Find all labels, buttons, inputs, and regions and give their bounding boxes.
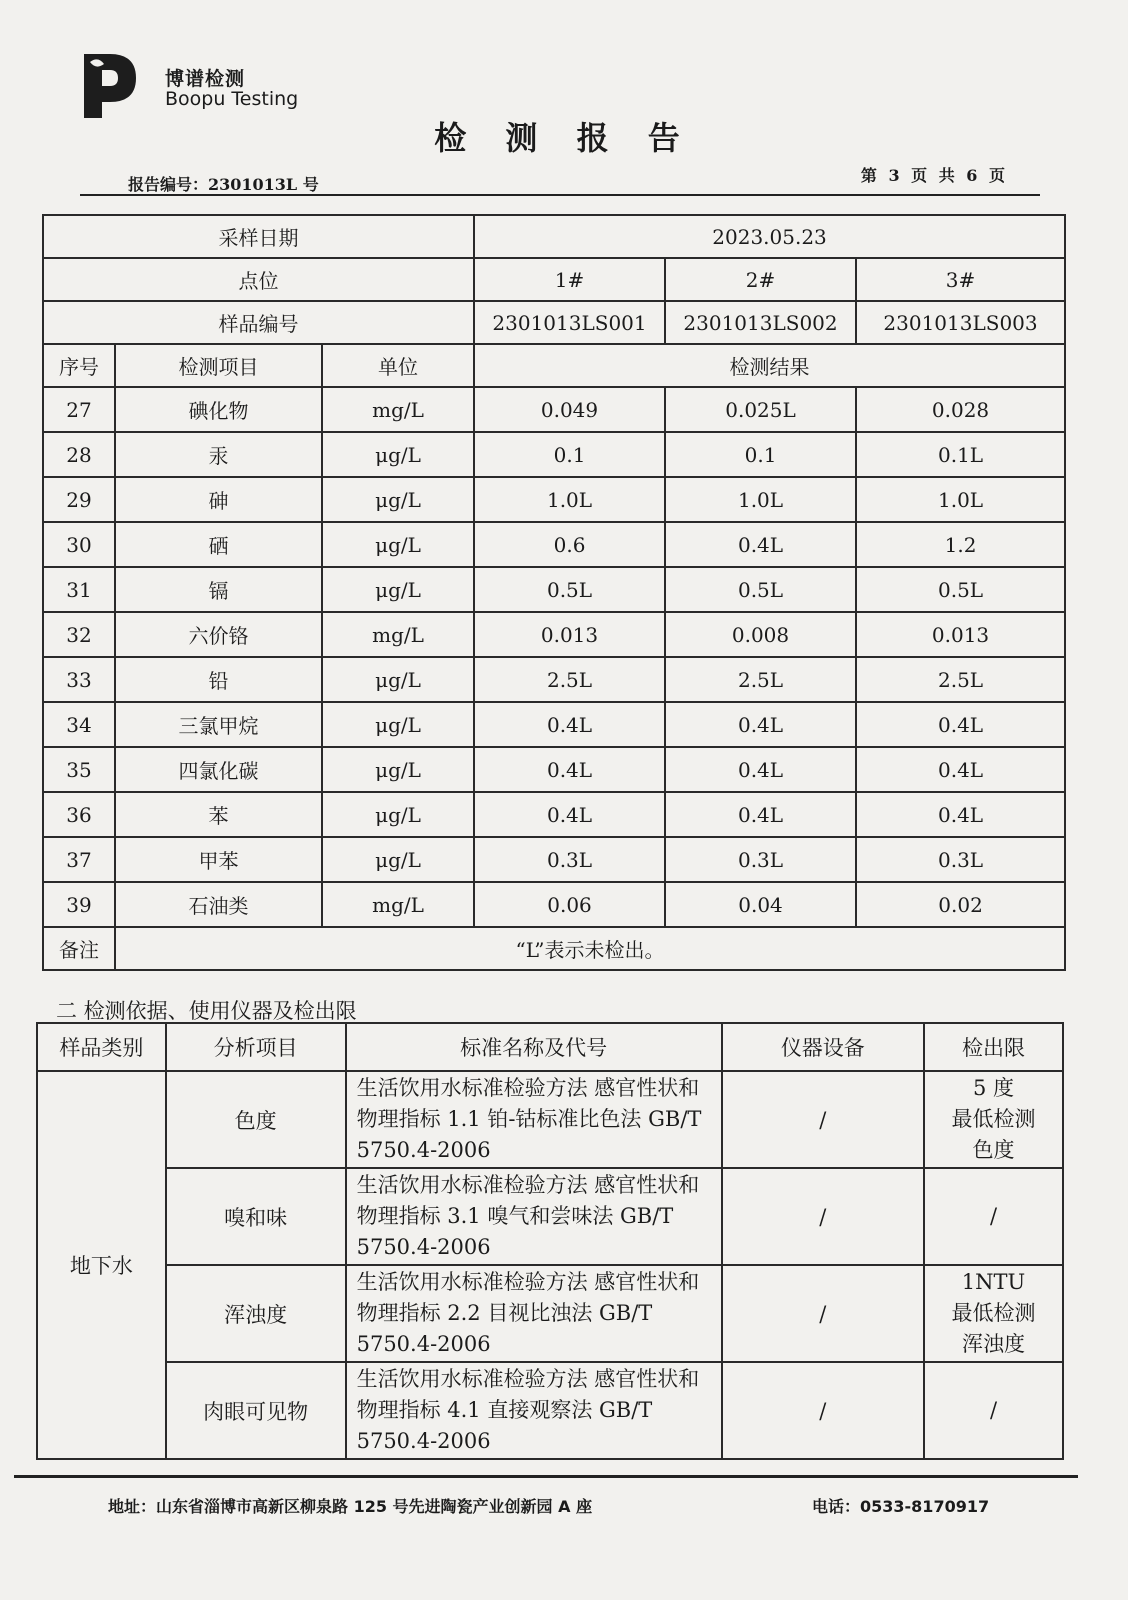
basis-instrument-cell: / [722, 1265, 924, 1362]
basis-header-standard: 标准名称及代号 [346, 1023, 722, 1071]
col-header-unit: 单位 [322, 344, 474, 387]
cell-item: 三氯甲烷 [115, 702, 322, 747]
cell-unit: μg/L [322, 747, 474, 792]
cell-unit: μg/L [322, 477, 474, 522]
cell-no: 32 [43, 612, 115, 657]
cell-no: 34 [43, 702, 115, 747]
footer-divider [14, 1475, 1078, 1478]
boopu-logo-icon [80, 48, 138, 120]
cell-item: 铅 [115, 657, 322, 702]
cell-no: 30 [43, 522, 115, 567]
cell-unit: μg/L [322, 792, 474, 837]
cell-result-1: 0.4L [474, 702, 665, 747]
basis-limit-cell: / [924, 1362, 1063, 1459]
basis-header-limit: 检出限 [924, 1023, 1063, 1071]
sampling-date-value: 2023.05.23 [474, 215, 1065, 258]
basis-header-item: 分析项目 [166, 1023, 346, 1071]
brand-name-en: Boopu Testing [165, 88, 299, 110]
cell-result-3: 0.4L [856, 792, 1065, 837]
cell-result-1: 0.06 [474, 882, 665, 927]
cell-result-1: 0.049 [474, 387, 665, 432]
cell-unit: μg/L [322, 837, 474, 882]
result-row [43, 477, 1065, 522]
brand-name-cn: 博谱检测 [165, 68, 246, 90]
cell-result-2: 1.0L [665, 477, 856, 522]
point-label: 点位 [43, 258, 474, 301]
cell-result-3: 0.5L [856, 567, 1065, 612]
basis-item-cell: 嗅和味 [166, 1168, 346, 1265]
cell-result-3: 0.1L [856, 432, 1065, 477]
remark-row [43, 927, 1065, 970]
cell-unit: μg/L [322, 522, 474, 567]
basis-row [37, 1362, 1063, 1459]
cell-result-2: 0.3L [665, 837, 856, 882]
result-row [43, 522, 1065, 567]
cell-result-2: 0.4L [665, 747, 856, 792]
sample-id-label: 样品编号 [43, 301, 474, 344]
result-row [43, 432, 1065, 477]
sampling-date-label: 采样日期 [43, 215, 474, 258]
cell-result-2: 0.025L [665, 387, 856, 432]
cell-no: 36 [43, 792, 115, 837]
cell-result-1: 0.013 [474, 612, 665, 657]
result-row [43, 702, 1065, 747]
cell-item: 汞 [115, 432, 322, 477]
cell-item: 镉 [115, 567, 322, 612]
cell-result-3: 0.3L [856, 837, 1065, 882]
cell-result-2: 0.4L [665, 792, 856, 837]
result-row [43, 567, 1065, 612]
document-title: 检 测 报 告 [434, 119, 694, 157]
results-table [42, 214, 1066, 971]
cell-unit: mg/L [322, 612, 474, 657]
cell-no: 37 [43, 837, 115, 882]
header-divider [80, 194, 1040, 196]
section-2-title: 二 检测依据、使用仪器及检出限 [56, 999, 357, 1023]
cell-unit: μg/L [322, 657, 474, 702]
cell-item: 苯 [115, 792, 322, 837]
cell-result-1: 1.0L [474, 477, 665, 522]
report-number: 报告编号：2301013L 号 [128, 175, 319, 194]
cell-unit: mg/L [322, 882, 474, 927]
column-header-row [43, 344, 1065, 387]
cell-unit: μg/L [322, 432, 474, 477]
cell-result-1: 0.4L [474, 792, 665, 837]
basis-item-cell: 浑浊度 [166, 1265, 346, 1362]
cell-result-3: 2.5L [856, 657, 1065, 702]
result-row [43, 657, 1065, 702]
footer-address: 地址：山东省淄博市高新区柳泉路 125 号先进陶瓷产业创新园 A 座 [108, 1497, 593, 1516]
sample-id-1: 2301013LS001 [474, 301, 665, 344]
basis-standard-cell: 生活饮用水标准检验方法 感官性状和物理指标 2.2 目视比浊法 GB/T 5750.4-2006 [346, 1265, 722, 1362]
cell-unit: mg/L [322, 387, 474, 432]
result-row [43, 882, 1065, 927]
basis-item-cell: 色度 [166, 1071, 346, 1168]
cell-no: 31 [43, 567, 115, 612]
result-row [43, 612, 1065, 657]
col-header-item: 检测项目 [115, 344, 322, 387]
page-number: 第 3 页 共 6 页 [860, 166, 1008, 185]
cell-no: 35 [43, 747, 115, 792]
basis-table [36, 1022, 1064, 1460]
basis-instrument-cell: / [722, 1362, 924, 1459]
basis-instrument-cell: / [722, 1071, 924, 1168]
basis-header-row [37, 1023, 1063, 1071]
cell-result-3: 1.2 [856, 522, 1065, 567]
sample-id-2: 2301013LS002 [665, 301, 856, 344]
cell-result-2: 0.4L [665, 702, 856, 747]
cell-item: 硒 [115, 522, 322, 567]
result-row [43, 792, 1065, 837]
sample-id-row [43, 301, 1065, 344]
basis-standard-cell: 生活饮用水标准检验方法 感官性状和物理指标 3.1 嗅气和尝味法 GB/T 5750.4-2006 [346, 1168, 722, 1265]
cell-unit: μg/L [322, 702, 474, 747]
cell-result-3: 0.013 [856, 612, 1065, 657]
cell-result-1: 0.6 [474, 522, 665, 567]
cell-item: 四氯化碳 [115, 747, 322, 792]
cell-result-2: 0.5L [665, 567, 856, 612]
result-row [43, 837, 1065, 882]
sampling-date-row [43, 215, 1065, 258]
cell-result-3: 0.028 [856, 387, 1065, 432]
cell-result-3: 1.0L [856, 477, 1065, 522]
cell-result-2: 0.1 [665, 432, 856, 477]
cell-result-1: 0.5L [474, 567, 665, 612]
cell-result-1: 2.5L [474, 657, 665, 702]
cell-result-1: 0.1 [474, 432, 665, 477]
basis-row [37, 1168, 1063, 1265]
cell-no: 39 [43, 882, 115, 927]
cell-unit: μg/L [322, 567, 474, 612]
cell-no: 27 [43, 387, 115, 432]
cell-result-3: 0.4L [856, 747, 1065, 792]
point-3: 3# [856, 258, 1065, 301]
cell-no: 33 [43, 657, 115, 702]
basis-row [37, 1265, 1063, 1362]
basis-header-instrument: 仪器设备 [722, 1023, 924, 1071]
cell-no: 29 [43, 477, 115, 522]
basis-standard-cell: 生活饮用水标准检验方法 感官性状和物理指标 1.1 铂-钴标准比色法 GB/T 5750.4-2006 [346, 1071, 722, 1168]
point-1: 1# [474, 258, 665, 301]
col-header-result: 检测结果 [474, 344, 1065, 387]
cell-result-2: 0.008 [665, 612, 856, 657]
result-row [43, 387, 1065, 432]
result-row [43, 747, 1065, 792]
basis-instrument-cell: / [722, 1168, 924, 1265]
basis-header-type: 样品类别 [37, 1023, 166, 1071]
cell-item: 碘化物 [115, 387, 322, 432]
footer-phone: 电话：0533-8170917 [812, 1497, 990, 1516]
cell-item: 石油类 [115, 882, 322, 927]
basis-limit-cell: 5 度 最低检测 色度 [924, 1071, 1063, 1168]
cell-result-2: 0.4L [665, 522, 856, 567]
remark-label: 备注 [43, 927, 115, 970]
basis-item-cell: 肉眼可见物 [166, 1362, 346, 1459]
cell-item: 砷 [115, 477, 322, 522]
sample-id-3: 2301013LS003 [856, 301, 1065, 344]
cell-no: 28 [43, 432, 115, 477]
cell-result-3: 0.02 [856, 882, 1065, 927]
cell-result-2: 0.04 [665, 882, 856, 927]
cell-result-2: 2.5L [665, 657, 856, 702]
cell-result-3: 0.4L [856, 702, 1065, 747]
cell-item: 甲苯 [115, 837, 322, 882]
basis-limit-cell: 1NTU 最低检测 浑浊度 [924, 1265, 1063, 1362]
basis-row [37, 1071, 1063, 1168]
cell-result-1: 0.4L [474, 747, 665, 792]
point-2: 2# [665, 258, 856, 301]
col-header-no: 序号 [43, 344, 115, 387]
basis-standard-cell: 生活饮用水标准检验方法 感官性状和物理指标 4.1 直接观察法 GB/T 5750.4-2006 [346, 1362, 722, 1459]
sample-type-cell: 地下水 [37, 1071, 166, 1459]
cell-result-1: 0.3L [474, 837, 665, 882]
point-row [43, 258, 1065, 301]
remark-text: “L”表示未检出。 [115, 927, 1065, 970]
basis-limit-cell: / [924, 1168, 1063, 1265]
cell-item: 六价铬 [115, 612, 322, 657]
